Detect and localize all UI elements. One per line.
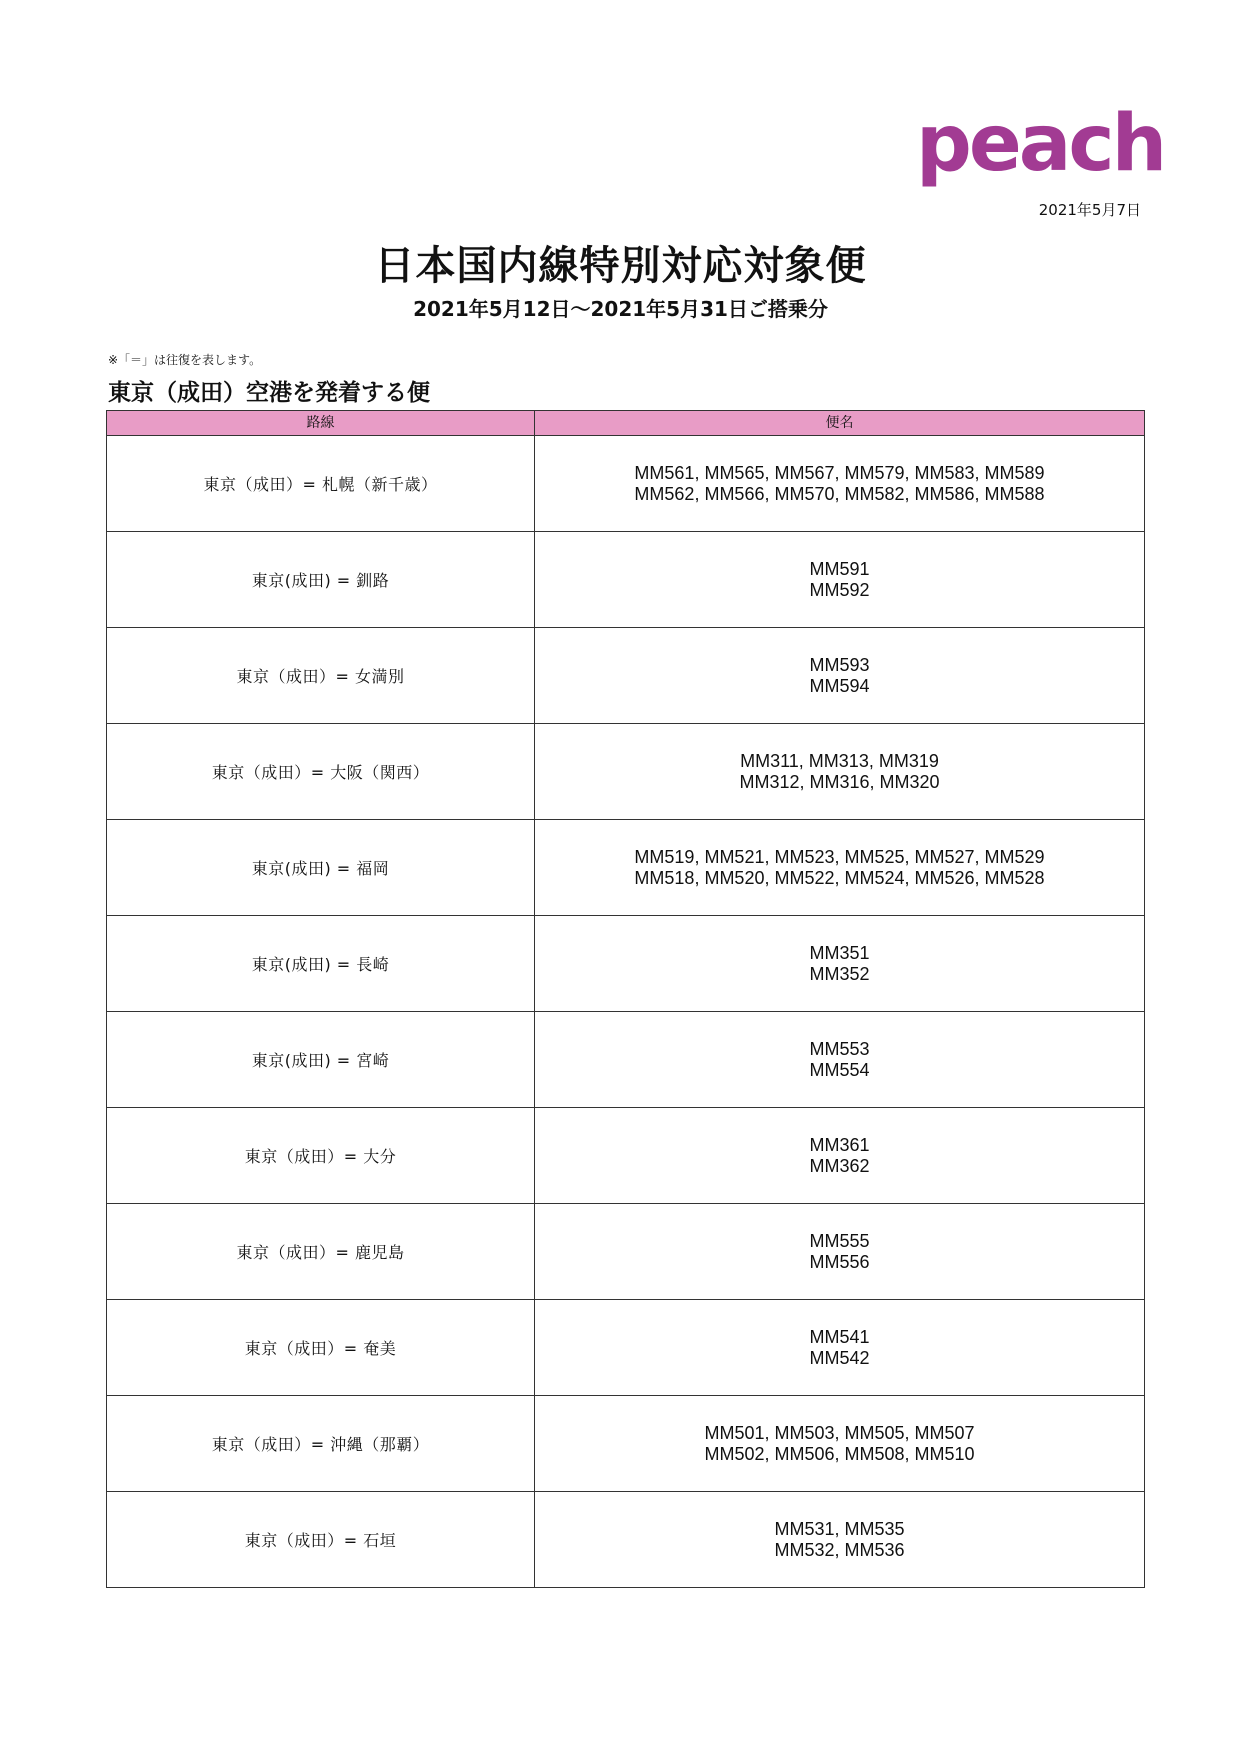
- route-cell: 東京（成田）= 石垣: [107, 1492, 535, 1588]
- route-cell: 東京（成田）= 札幌（新千歳）: [107, 436, 535, 532]
- flight-numbers-line: MM531, MM535: [774, 1518, 905, 1539]
- flight-numbers-line: MM553: [809, 1038, 870, 1059]
- document-date: 2021年5月7日: [1038, 201, 1141, 219]
- route-cell: 東京(成田) = 釧路: [107, 532, 535, 628]
- table-row: [107, 1492, 1145, 1588]
- flight-numbers-line: MM519, MM521, MM523, MM525, MM527, MM529: [634, 846, 1045, 867]
- flight-numbers-cell: [535, 1300, 1145, 1396]
- flight-numbers-line: MM591: [809, 558, 870, 579]
- column-header-flights: 便名: [535, 411, 1145, 436]
- flight-numbers-line: MM351: [809, 942, 870, 963]
- table-row: [107, 628, 1145, 724]
- flight-numbers-cell: [535, 1108, 1145, 1204]
- route-cell: 東京(成田) = 長崎: [107, 916, 535, 1012]
- route-cell: 東京（成田）= 大分: [107, 1108, 535, 1204]
- table-row: [107, 1108, 1145, 1204]
- flight-numbers-line: MM561, MM565, MM567, MM579, MM583, MM589: [634, 462, 1045, 483]
- table-row: [107, 724, 1145, 820]
- table-row: [107, 436, 1145, 532]
- flight-numbers-line: MM518, MM520, MM522, MM524, MM526, MM528: [634, 867, 1045, 888]
- flight-numbers-line: MM311, MM313, MM319: [740, 750, 939, 771]
- route-cell: 東京（成田）= 女満別: [107, 628, 535, 724]
- route-cell: 東京（成田）= 鹿児島: [107, 1204, 535, 1300]
- flight-numbers-line: MM362: [809, 1155, 870, 1176]
- flight-numbers-cell: [535, 628, 1145, 724]
- table-row: [107, 916, 1145, 1012]
- flight-numbers-line: MM541: [809, 1326, 870, 1347]
- route-cell: 東京(成田) = 福岡: [107, 820, 535, 916]
- flight-numbers-line: MM532, MM536: [774, 1539, 905, 1560]
- flight-numbers-line: MM592: [809, 579, 870, 600]
- flight-numbers-cell: [535, 1492, 1145, 1588]
- flight-numbers-cell: [535, 1012, 1145, 1108]
- flight-numbers-line: MM501, MM503, MM505, MM507: [704, 1422, 975, 1443]
- table-row: [107, 532, 1145, 628]
- table-row: [107, 1012, 1145, 1108]
- flight-numbers-line: MM555: [809, 1230, 870, 1251]
- flight-numbers-cell: [535, 436, 1145, 532]
- table-row: [107, 1204, 1145, 1300]
- flight-numbers-line: MM594: [809, 675, 870, 696]
- flight-numbers-line: MM562, MM566, MM570, MM582, MM586, MM588: [634, 483, 1045, 504]
- flights-table: [106, 410, 1145, 1588]
- route-cell: 東京（成田）= 沖縄（那覇）: [107, 1396, 535, 1492]
- table-row: [107, 1300, 1145, 1396]
- peach-logo: [916, 99, 1165, 192]
- flight-numbers-line: MM352: [809, 963, 870, 984]
- flight-numbers-cell: [535, 1204, 1145, 1300]
- column-header-route: 路線: [107, 411, 535, 436]
- table-body: [107, 436, 1145, 1588]
- table-header-row: [107, 411, 1145, 436]
- flight-numbers-cell: [535, 532, 1145, 628]
- flight-numbers-cell: [535, 916, 1145, 1012]
- flight-numbers-line: MM312, MM316, MM320: [739, 771, 940, 792]
- route-cell: 東京（成田）= 奄美: [107, 1300, 535, 1396]
- flight-numbers-line: MM542: [809, 1347, 870, 1368]
- flight-numbers-cell: [535, 820, 1145, 916]
- table-row: [107, 1396, 1145, 1492]
- route-cell: 東京（成田）= 大阪（関西）: [107, 724, 535, 820]
- round-trip-note: ※「＝」は往復を表します。: [108, 353, 262, 367]
- page-subtitle: 2021年5月12日～2021年5月31日ご搭乗分: [413, 297, 828, 321]
- route-cell: 東京(成田) = 宮崎: [107, 1012, 535, 1108]
- flight-numbers-line: MM361: [809, 1134, 870, 1155]
- flight-numbers-line: MM554: [809, 1059, 870, 1080]
- flight-numbers-line: MM502, MM506, MM508, MM510: [704, 1443, 975, 1464]
- page-title: 日本国内線特別対応対象便: [374, 243, 867, 289]
- flight-numbers-line: MM556: [809, 1251, 870, 1272]
- flight-numbers-line: MM593: [809, 654, 870, 675]
- table-row: [107, 820, 1145, 916]
- flight-numbers-cell: [535, 1396, 1145, 1492]
- flight-numbers-cell: [535, 724, 1145, 820]
- logo-text: peach: [916, 99, 1165, 189]
- section-heading: 東京（成田）空港を発着する便: [108, 380, 430, 406]
